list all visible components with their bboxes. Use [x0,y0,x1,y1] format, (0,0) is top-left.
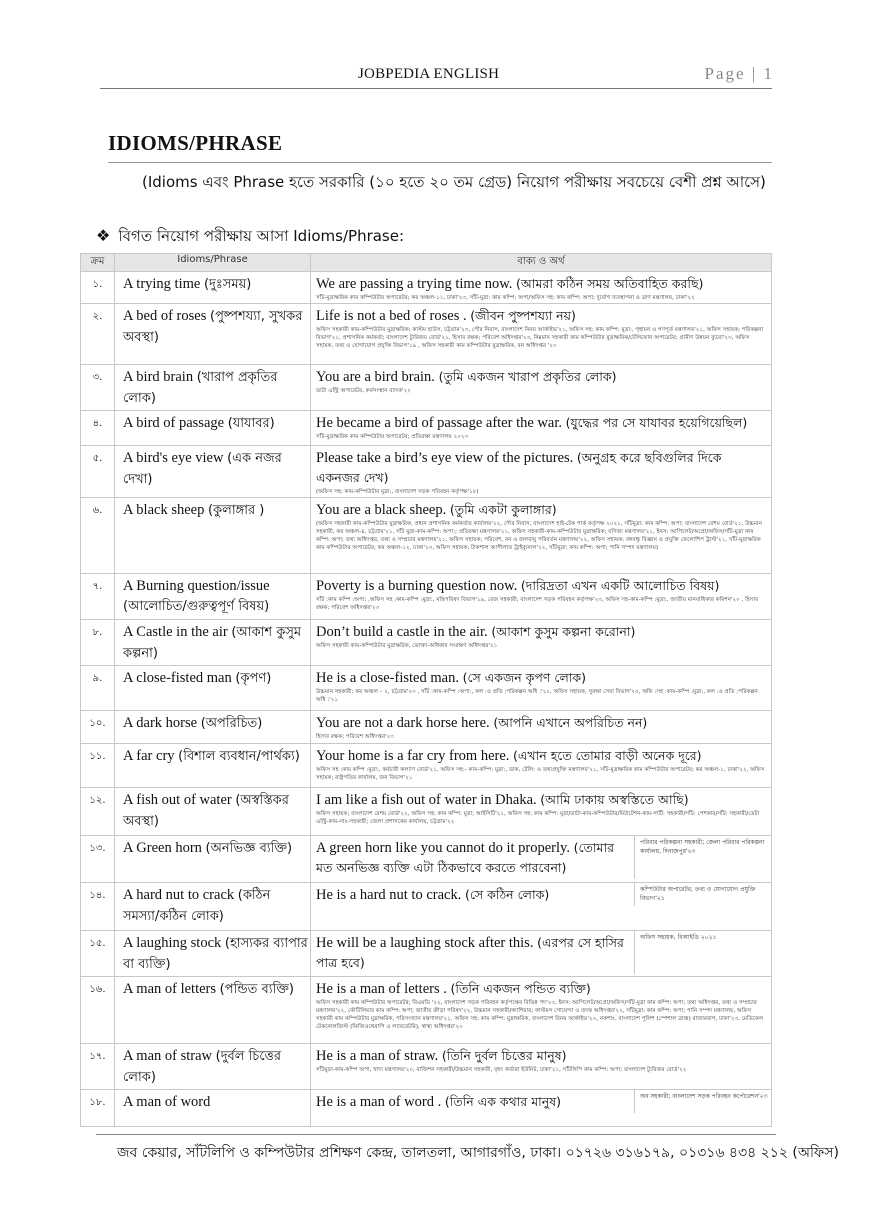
serial-number: ১৪. [81,883,115,931]
serial-number: ১০. [81,711,115,744]
example-sentence: He became a bird of passage after the war. [316,415,562,431]
idiom-bangla: (অপরিচিত) [200,716,263,731]
exam-source: সাঁট-মুদ্রাক্ষরিক কাম কম্পিউটার অপারেটর; কর অঞ্চল-১১, ঢাকা'২৩, সাঁট-মুদ্রা: কাম কম্পি: অপা/অফিস সহ: কাম কম্পি: অপা; দুর্যোগ ব্যবস্থাপনা ও ত্রাণ মন্ত্রণালয়, ঢাকা'২২ [316,295,695,301]
example-cell [311,411,772,446]
serial-number: ৭. [81,574,115,620]
idiom-bangla: (পুষ্পশয্যা, সুখকর অবস্থা) [123,309,303,345]
table-row [81,883,772,931]
idiom-bangla: (আকাশ কুসুম কল্পনা) [123,625,302,661]
example-cell [311,304,772,365]
table-header-row [81,254,772,272]
exam-source-side: অফিস সহায়ক, বিআইডি ২০২১ [634,931,771,974]
example-meaning: (আমি ঢাকায় অস্বস্তিতে আছি) [540,792,689,807]
table-row [81,1044,772,1090]
idiom-cell [115,666,311,711]
idiom-phrase: A Burning question/issue [123,578,270,594]
example-sentence: Please take a bird’s eye view of the pictures. [316,450,574,466]
example-cell [311,574,772,620]
idiom-bangla: (দুঃসময়) [203,277,252,292]
example-sentence: He is a man of straw. [316,1048,439,1064]
example-meaning: (আকাশ কুসুম কল্পনা করোনা) [491,624,636,639]
example-cell [311,883,772,931]
idiom-phrase: A bird's eye view [123,450,224,466]
idiom-phrase: A trying time [123,276,201,292]
table-row [81,711,772,744]
idiom-cell [115,304,311,365]
exam-source: সাঁট :কাম কম্পি :অপা: ,অফিস সহ :কাম-কম্পি :মুদ্রা:, মন্ত্রিপরিষদ বিভাগ'১৯, বেজ সহকারী; বাংলাদেশ সড়ক পরিবহন কর্তৃপক্ষ'২৩, অফিস সহ-কাম-কম্পি :মুদ্রা:, জাতীয় মানবাধিকার কমিশন'২০ , হিসাব রক্ষক; পরিবেশ অধিদপ্তর'২৩ [316,597,759,611]
serial-number: ১৫. [81,931,115,977]
header-idiom: Idioms/Phrase [115,254,311,272]
example-sentence: He will be a laughing stock after this. [316,935,534,951]
table-row [81,666,772,711]
example-meaning: (তিনি দুর্বল চিত্তের মানুষ) [441,1048,567,1063]
table-row [81,498,772,574]
diamond-bullet-icon: ❖ [96,226,111,245]
idiom-cell [115,574,311,620]
example-cell [311,1090,772,1127]
idiom-bangla: (বিশাল ব্যবধান/পার্থক্য) [178,749,300,764]
serial-number: ২. [81,304,115,365]
serial-number: ৫. [81,446,115,498]
example-meaning: (তোমার মত অনভিজ্ঞ ব্যক্তি এটা ঠিকভাবে করতে পারবেনা) [316,840,614,875]
idiom-cell [115,788,311,836]
example-sentence: He is a man of letters . [316,981,447,997]
idiom-bangla: (এক নজর দেখা) [123,451,282,487]
example-cell [311,666,772,711]
exam-source: সাঁট-মুদ্রাক্ষরিক কাম কম্পিউটার অপারেটর; প্রতিরক্ষা মন্ত্রণালয় ২০২৩ [316,434,469,440]
header-example: বাক্য ও অর্থ [311,254,772,272]
exam-source: অফিস সহকারী কাম কম্পিউটার অপারেটর; বিএমডি '২২, বাংলাদেশ সড়ক পরিবহন কর্তৃপক্ষের বিভিন্ন পদ'২৩, ইনস: আপিলেট/অপ্রো/অফিস/সাঁট-মুদ্রা কাম কম্পি: অপা; তথ্য অধিদপ্তর, তথ্য ও সম্প্রচার মন্ত্রণালয়'২২, কৌটিলিয়ার কাম কম্পি: অপা; জাতীয় ক্রীড়া পরিষদ'২২, উচ্চমান সহকারী/ক্যাশিয়ার; কাস্টমস গোয়েন্দা ও তদন্ত অধিদপ্তর'২২, সাঁটমুদ্রা: কাম কম্পি: অপা; পানি সম্পদ মন্ত্রণালয়, অফিস সহকারী কাম কম্পিউটার মুদ্রাক্ষরিক, পরিসংখ্যান মন্ত্রণালয়'২১, অফিস সহ: কাম কম্পি: মুদ্রাক্ষরিক, বাংলাদেশ বিনয় আর্কাইভ'২০, নকশাঃ, বাংলাদেশ পুলিশ (স্পেশাল ব্রাঞ্চ) রাজারবাগ, ঢাকা'২৩, মেডিকেল টেকনোলজিস্ট (ফিজিওথেরাপি ও ল্যাবরেটরি), স্বাস্থ্য অধিদপ্তর'২০ [316,1000,764,1030]
page-subtitle: (Idioms এবং Phrase হতে সরকারি (১০ হতে ২০ তম গ্রেড) নিয়োগ পরীক্ষায় সবচেয়ে বেশী প্রশ্ন আসে) [142,173,766,191]
exam-source: অফিস সহ :কাম কম্পি :মুদ্রা:, কর্মচারী কল্যাণ বোর্ড'২১, অফিস সহ:- কাম-কম্পি: মুদ্রা:, ডাক, টেলি: ও তথ্যপ্রযুক্তি মন্ত্রণালয়'২১, সাঁট-মুদ্রাক্ষরিক কাম কম্পিউটার অপারেটর; কর অঞ্চল-১, ঢাকা'২২, অফিস সহায়ক; রাষ্ট্রপতির কার্যালয়, জন বিভাগ'২১ [316,767,765,781]
example-meaning: (যুদ্ধের পর সে যাযাবর হয়েগিয়েছিল) [565,415,748,430]
idiom-cell [115,977,311,1044]
example-sentence: A green horn like you cannot do it properly. [316,840,570,856]
idiom-phrase: A dark horse [123,715,198,731]
idiom-phrase: A black sheep [123,502,205,518]
example-meaning: (অনুগ্রহ করে ছবিগুলির দিকে একনজর দেখ) [316,450,722,485]
idiom-phrase: A man of word [123,1094,211,1110]
idiom-bangla: (অনভিজ্ঞ ব্যক্তি) [205,841,293,856]
idiom-cell [115,1090,311,1127]
serial-number: ১৬. [81,977,115,1044]
idiom-phrase: A laughing stock [123,935,222,951]
exam-source: অফিস সহকারী কাম-কম্পিউটার মুদ্রাক্ষরিক; কাস্টম হাউস, চট্টগ্রাম'২৩, পৌর নিবাস, বাংলাদেশ বিনয় আর্কাইভ'২১, অফিস সহ: কাম কম্পি: মুদ্রা:, গৃহায়ন ও গণপূর্ত মন্ত্রণালয়'২১, অফিস সহায়ক; পরিকল্পনা বিভাগ'২১, প্রশাসনিক কর্মকর্তা; বাংলাদেশ ট্যুরিজম বোর্ড'২১, হিসাব রক্ষক; পরিবেশ অধিদপ্তর'২৩, নিম্নমান সহকারী কাম কম্পিউটার মুদ্রাক্ষরিক/টেলিফোন অপারেটর; গ্রামীণ উন্নয়ন ব্যুরো'২৩, অফিস সহায়ক, তথ্য ও যোগাযোগ প্রযুক্তি বিভাগ'১৯ , অফিস সহকারী কাম কম্পিউটার মুদ্রাক্ষরিক, বন অধিদপ্তর '২০ [316,327,764,349]
example-cell [311,836,772,883]
example-sentence: I am like a fish out of water in Dhaka. [316,792,537,808]
example-cell [311,931,772,977]
table-row [81,411,772,446]
idiom-phrase: A Castle in the air [123,624,228,640]
example-meaning: (এরপর সে হাসির পাত্র হবে) [316,935,624,970]
example-meaning: (আমরা কঠিন সময় অতিবাহিত করছি) [516,276,704,291]
idiom-phrase: A Green horn [123,840,202,856]
example-cell [311,788,772,836]
exam-source: অফিস সহকারী কাম-কম্পিউটার মুদ্রাক্ষরিক, ভোক্তা-অধিকার সংরক্ষণ অধিদপ্তর'২১ [316,643,498,649]
idiom-phrase: A close-fisted man [123,670,232,686]
table-row [81,977,772,1044]
idiom-bangla: (কঠিন সমস্যা/কঠিন লোক) [123,888,271,924]
exam-source-side: পরিবার পরিকল্পনা সহকারী; জেলা পরিবার পরিকল্পনা কার্যালয়, দিনাজপুর'২৩ [634,836,771,879]
example-sentence: He is a close-fisted man. [316,670,459,686]
footer-divider [96,1134,776,1135]
page-header [100,66,772,89]
exam-source: অফিস সহায়ক; বাংলাদেশ রেশম বোর্ড'২২, অফিস সহ: কাম কম্পি: মুদ্রা; আইসিটি'২১, অফিস সহ: কাম কম্পি: মুদ্রা/ডাটা-কাম-কম্পিউটার/মিউটেশন-কাম-সার্টি: সহকারী/সাঁট: পেশকার/সাঁট: সহকারী/ডেটা এন্ট্রি-কাম-সাঃ-সহকারী; জেলা প্রশাসকের কার্যালয়, চট্টগ্রাম'২২ [316,811,760,825]
idiom-bangla: (যাযাবর) [227,416,275,431]
idiom-phrase: A far cry [123,748,175,764]
idiom-bangla: (কুলাঙ্গার ) [207,503,265,518]
idiom-cell [115,498,311,574]
idiom-phrase: A fish out of water [123,792,232,808]
idiom-cell [115,446,311,498]
example-meaning: (সে কঠিন লোক) [464,887,550,902]
example-sentence: He is a man of word . [316,1094,442,1110]
table-row [81,836,772,883]
example-meaning: (তুমি একটা কুলাঙ্গার) [449,502,557,517]
section-heading [96,225,404,250]
exam-source: (অফিস সহ: কাম-কম্পিউটার মুদ্রা:, বাংলাদেশ সড়ক পরিবহন কর্তৃপক্ষ'১৮) [316,489,479,495]
idiom-bangla: (আলোচিত/গুরুত্বপূর্ণ বিষয়) [123,599,270,614]
page-footer: জব কেয়ার, সাঁটলিপি ও কম্পিউটার প্রশিক্ষণ কেন্দ্র, তালতলা, আগারগাঁও, ঢাকা। ০১৭২৬ ৩১৬১৭৯, ০১৩১৬ ৪৩৪ ২১২ (অফিস) [117,1145,839,1161]
idiom-cell [115,931,311,977]
table-row [81,574,772,620]
example-meaning: (দারিদ্রতা এখন একটি আলোচিত বিষয়) [520,578,720,593]
section-heading-text: বিগত নিয়োগ পরীক্ষায় আসা Idioms/Phrase: [118,227,405,245]
example-meaning: (সে একজন কৃপণ লোক) [462,670,587,685]
table-row [81,788,772,836]
table-row [81,620,772,666]
idiom-cell [115,365,311,411]
serial-number: ১৩. [81,836,115,883]
serial-number: ১২. [81,788,115,836]
example-sentence: Life is not a bed of roses . [316,308,467,324]
serial-number: ৪. [81,411,115,446]
header-serial: ক্রম [81,254,115,272]
example-meaning: (তিনি একজন পন্ডিত ব্যক্তি) [450,981,591,996]
example-cell [311,365,772,411]
page-number: Page | 1 [704,64,774,83]
serial-number: ৬. [81,498,115,574]
example-cell [311,446,772,498]
idiom-cell [115,836,311,883]
table-row [81,931,772,977]
example-meaning: (তিনি এক কথার মানুষ) [444,1094,562,1109]
idioms-table [80,253,772,1127]
example-sentence: Your home is a far cry from here. [316,748,510,764]
idiom-cell [115,883,311,931]
table-row [81,365,772,411]
example-sentence: You are a black sheep. [316,502,447,518]
serial-number: ১৭. [81,1044,115,1090]
example-cell [311,620,772,666]
example-meaning: (জীবন পুষ্পশয্যা নয়) [470,308,576,323]
example-cell [311,977,772,1044]
idiom-phrase: A hard nut to crack [123,887,235,903]
idiom-cell [115,711,311,744]
serial-number: ৯. [81,666,115,711]
example-meaning: (আপনি এখানে অপরিচিত নন) [493,715,648,730]
table-row [81,272,772,304]
example-meaning: (এখান হতে তোমার বাড়ী অনেক দূরে) [513,748,702,763]
serial-number: ৮. [81,620,115,666]
example-cell [311,1044,772,1090]
serial-number: ১৮. [81,1090,115,1127]
header-title: JOBPEDIA ENGLISH [358,66,500,82]
idiom-cell [115,744,311,788]
example-sentence: Poverty is a burning question now. [316,578,518,594]
example-cell [311,498,772,574]
title-divider [108,162,772,163]
example-sentence: You are a bird brain. [316,369,435,385]
idiom-bangla: (দুর্বল চিত্তের লোক) [123,1049,281,1085]
example-sentence: You are not a dark horse here. [316,715,490,731]
example-meaning: (তুমি একজন খারাপ প্রকৃতির লোক) [438,369,617,384]
idiom-phrase: A bird brain [123,369,194,385]
exam-source: ডাটা এন্ট্রি অপারেটর, কর্মসংস্থান ব্যাংক'২২ [316,388,411,394]
table-row [81,446,772,498]
idiom-phrase: A bird of passage [123,415,225,431]
idiom-cell [115,620,311,666]
idiom-phrase: A man of letters [123,981,217,997]
idiom-bangla: (হাস্যকর ব্যাপার বা ব্যক্তি) [123,936,308,972]
idiom-cell [115,272,311,304]
table-row [81,1090,772,1127]
idiom-cell [115,1044,311,1090]
idiom-cell [115,411,311,446]
idiom-bangla: (পন্ডিত ব্যক্তি) [219,982,294,997]
idiom-bangla: (অস্বস্তিকর অবস্থা) [123,793,289,829]
idiom-phrase: A man of straw [123,1048,212,1064]
exam-source: উচ্চমান সহকারী; কর অঞ্চল – ২, চট্টগ্রাম'২৩ , সাঁট :কাম-কম্পি :অপা:, কল :ও প্রতি :পরিকল্পন অধি :'২১, অফিস সহায়ক, সুরক্ষা সেবা বিভাগ'২০, অফি :সহ :কাম-কম্পি :মুদ্রা:, কল :ও প্রতি :পরিকল্পন অধি :'২১ [316,689,758,703]
page-title: IDIOMS/PHRASE [108,131,283,155]
example-sentence: He is a hard nut to crack. [316,887,462,903]
table-row [81,744,772,788]
serial-number: ১. [81,272,115,304]
idiom-bangla: (খারাপ প্রকৃতির লোক) [123,370,278,406]
exam-source: হিসাব রক্ষক; পরিবেশ অধিদপ্তর'২৩ [316,734,394,740]
example-cell [311,711,772,744]
example-cell [311,744,772,788]
serial-number: ৩. [81,365,115,411]
example-sentence: Don’t build a castle in the air. [316,624,488,640]
exam-source: সাঁটমুদ্রা-কাম-কম্পি অপা, খাদ্য মন্ত্রণালয়'২০, বাজিশন সহকারী/উচ্চমান সহকারী, বৃহৎ কর্তারা ইউনিট, ঢাকা'২১, সাঁটলিপি কাম কম্পি: অপা; বাংলাদেশ ট্যুরিজম বোর্ড'২২ [316,1067,687,1073]
idiom-phrase: A bed of roses [123,308,207,324]
exam-source: (অফিস সহকারী কাম-কম্পিউটার মুদ্রাক্ষরিক, প্রধান প্রশাসনিক কর্মকর্তার কার্যালয়'২২, পৌর নিবাস, বাংলাদেশ হাই-টেক পার্ক কর্তৃপক্ষ ২০২১, সাঁটমুদ্রা: কাম কম্পি: অপা; বাংলাদেশ রেশম বোর্ড'২১, উচ্চমান সহকারী, কর অঞ্চল-৪, চট্টগ্রাম'২১, সাঁট মুদ্রা-কাম-কম্পি: অপা:; প্রতিরক্ষা মন্ত্রণালয়'২১, অফিস সহকারী-কাম-কম্পিউটার মুদ্রাক্ষরিক; বণিজ্য মন্ত্রণালয়'২১, ইনস: আপিলেট/অপ্রো/অফিস/সাঁট-মুদ্রা কাম কম্পি: অপা; তথ্য অধিদপ্তর, তথ্য ও সম্প্রচার মন্ত্রণালয়'২১, অফিস সহায়ক; পরিবেশ, বন ও জলবায়ু পরিবর্তন মন্ত্রণালয়'২২, অফিস সহায়ক; বঙ্গবন্ধু বিজ্ঞান ও প্রযুক্তি ফেলোশিপ ট্রাস্ট'২১, সাঁট-মুদ্রাক্ষরিক কাম কম্পিউটার অপারেটর; কর অঞ্চল-১২, ঢাকা'২৩, অফিস সহায়ক; টাকশাল আপীলাত ট্রাইব্যুনাল'২২, সাঁটমুদ্রা: কাম কম্পি: অপা; পানি সম্পদ মন্ত্রণালয়) [316,521,762,551]
exam-source-side: অব সহকারী; বাংলাদেশ সড়ক পরিবহন কর্পোরেশন'২৩ [634,1090,771,1113]
serial-number: ১১. [81,744,115,788]
exam-source-side: কম্পিউটার অপারেটর, তথ্য ও যোগাযোগ প্রযুক্তি বিভাগ'২১ [634,883,771,906]
example-cell [311,272,772,304]
table-row [81,304,772,365]
idiom-bangla: (কৃপণ) [235,671,272,686]
example-sentence: We are passing a trying time now. [316,276,513,292]
